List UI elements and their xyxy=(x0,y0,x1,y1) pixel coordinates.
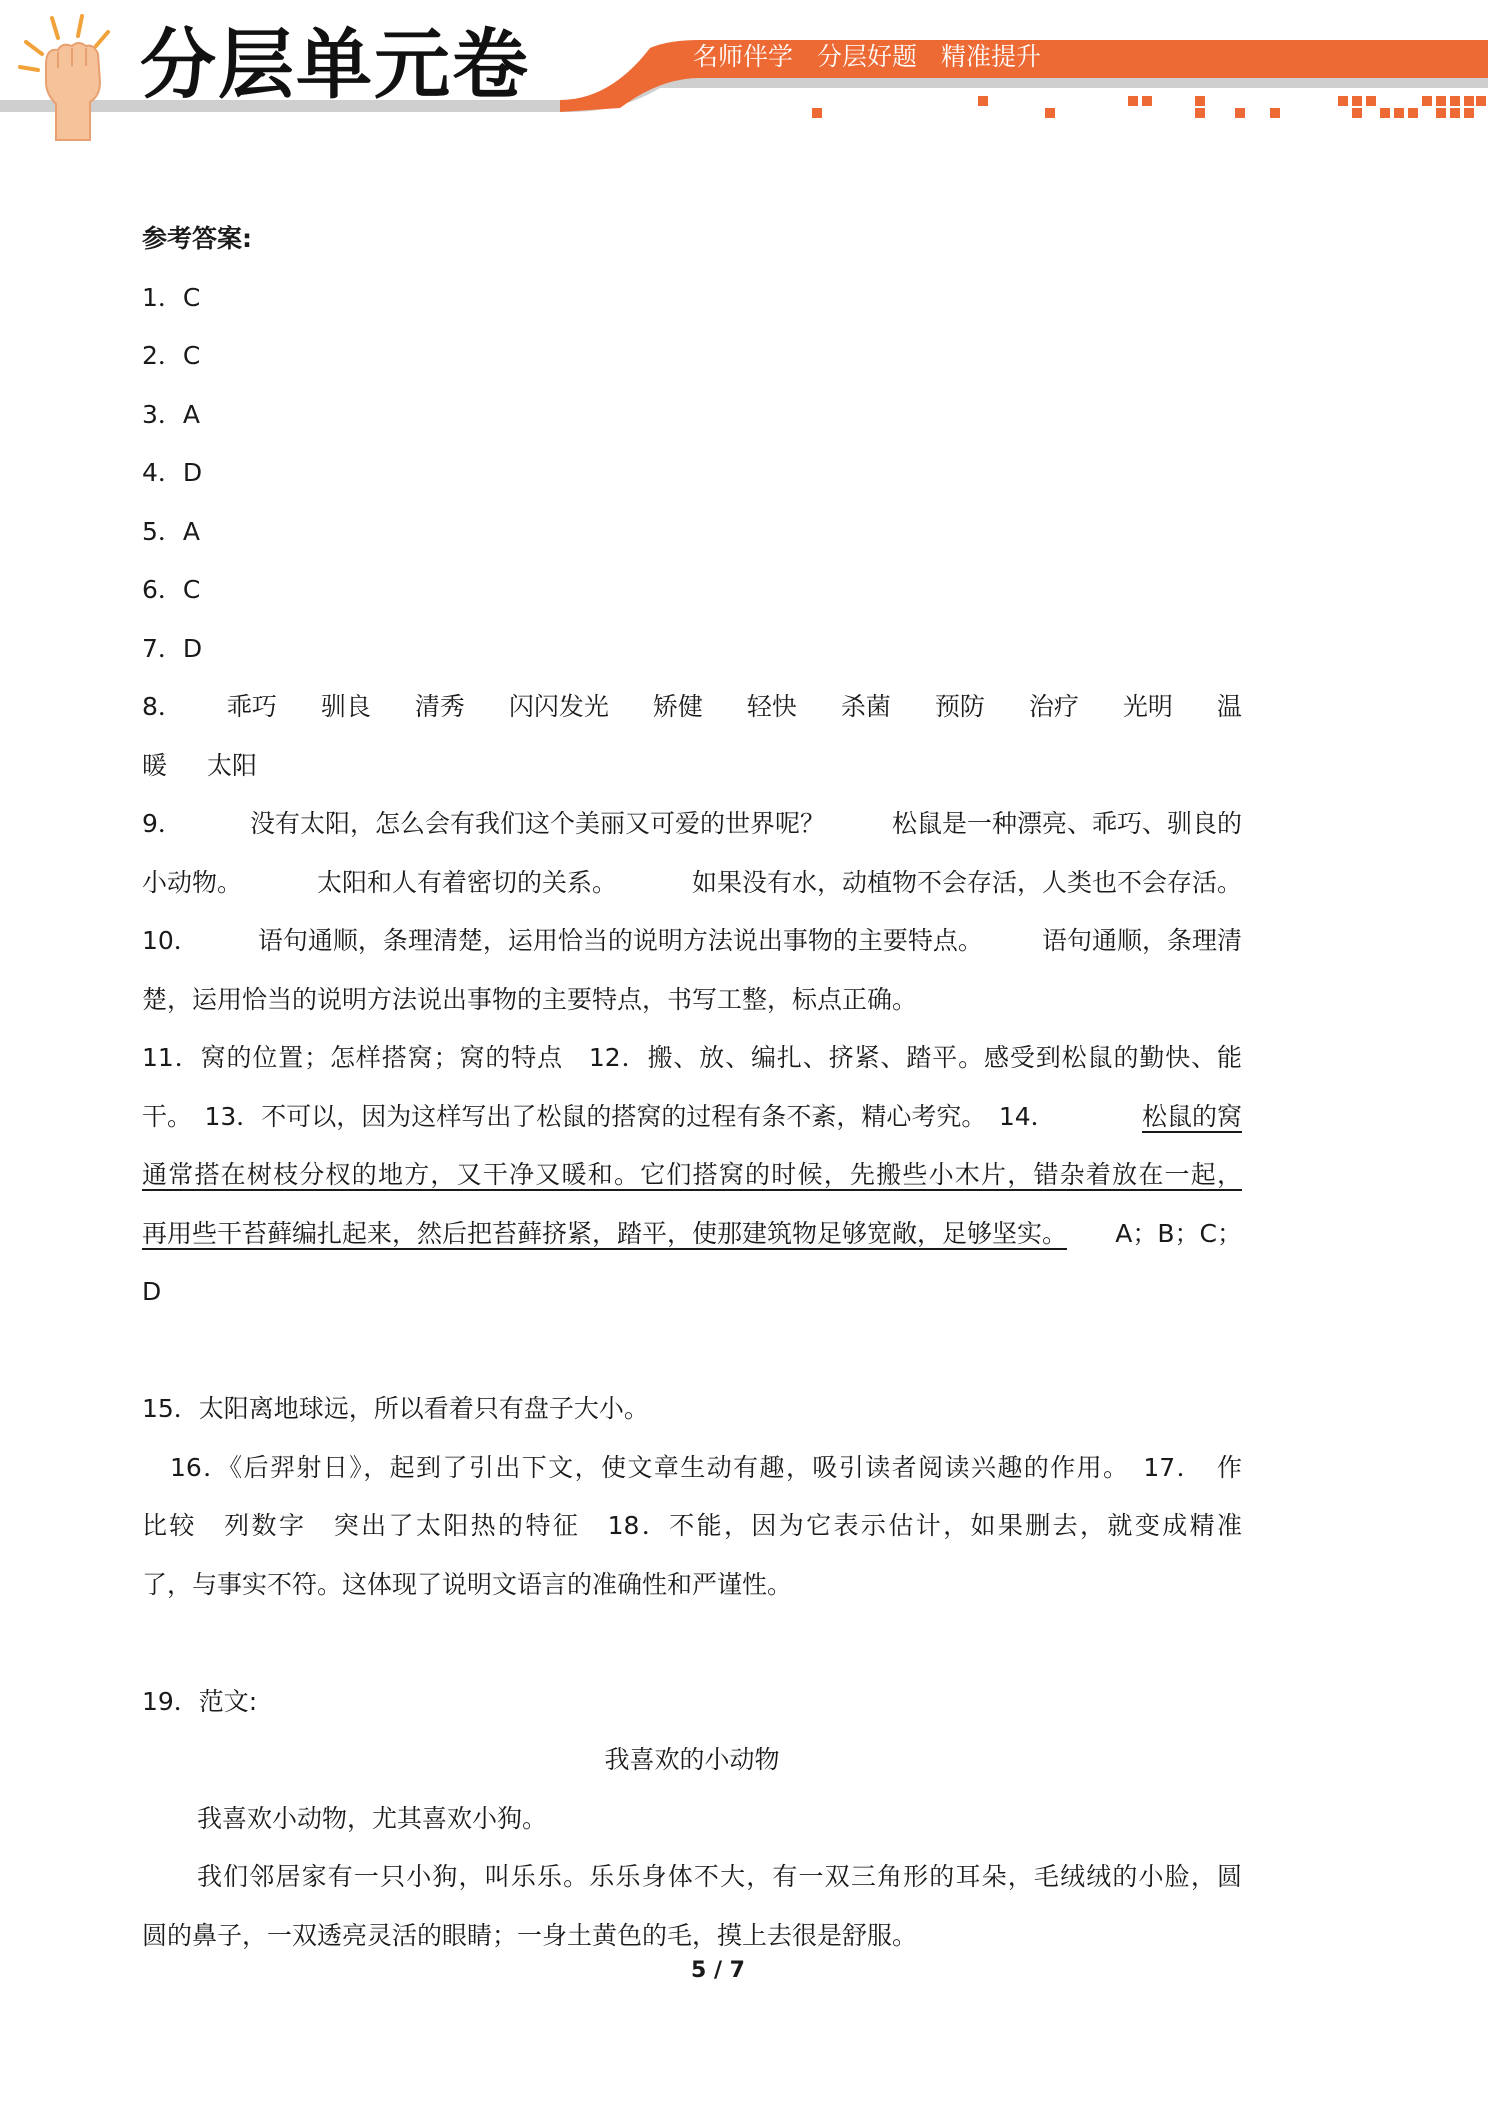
answer-8-word: 治疗 xyxy=(1028,692,1079,721)
answer-16-line-1: 16．《后羿射日》，起到了引出下文，使文章生动有趣，吸引读者阅读兴趣的作用。 17． 作 xyxy=(170,1452,1242,1482)
slogan-2: 分层好题 xyxy=(817,42,918,71)
answer-14-underlined: 再用些干苔藓编扎起来，然后把苔藓挤紧，踏平，使那建筑物足够宽敞，足够坚实。 xyxy=(142,1218,1068,1248)
answer-10-num: 10． xyxy=(142,926,199,955)
answer-9-part: 太阳和人有着密切的关系。 xyxy=(316,867,617,897)
answer-11-text: A；B；C； xyxy=(1115,1218,1242,1248)
answer-8-word: 暖 xyxy=(142,750,168,780)
answer-4: 4．D xyxy=(142,458,203,487)
answer-8-line-1 xyxy=(142,678,1242,737)
answer-8-word: 驯良 xyxy=(320,692,371,721)
answer-8-word: 乖巧 xyxy=(226,692,277,721)
answers-heading: 参考答案: xyxy=(142,224,252,253)
answer-14-underlined-line: 通常搭在树枝分杈的地方，又干净又暖和。它们搭窝的时候，先搬些小木片，错杂着放在一起， xyxy=(142,1160,1242,1189)
answer-8-num: 8． xyxy=(142,692,183,721)
answer-11-text: 干。 13．不可以，因为这样写出了松鼠的搭窝的过程有条不紊，精心考究。 14． xyxy=(142,1101,1056,1131)
answer-8-word: 矫健 xyxy=(652,692,703,721)
answer-9-line-2 xyxy=(142,854,1242,913)
answer-1: 1．C xyxy=(142,282,201,312)
answer-8-word: 轻快 xyxy=(746,692,797,721)
answer-8-line-2 xyxy=(142,737,1242,796)
answer-9-part: 如果没有水，动植物不会存活，人类也不会存活。 xyxy=(691,867,1242,897)
answer-8-word: 预防 xyxy=(934,692,985,721)
answer-8-word: 温 xyxy=(1216,692,1242,721)
answer-10-line-2: 楚，运用恰当的说明方法说出事物的主要特点，书写工整，标点正确。 xyxy=(142,984,918,1014)
page-header xyxy=(0,0,1488,130)
answer-10-line-1 xyxy=(142,912,1242,971)
page-number: 5 / 7 xyxy=(691,1958,745,1983)
answer-16-line-3: 了，与事实不符。这体现了说明文语言的准确性和严谨性。 xyxy=(142,1569,793,1599)
answer-8-word: 清秀 xyxy=(414,692,465,721)
essay-paragraph-2-line-1: 我们邻居家有一只小狗，叫乐乐。乐乐身体不大，有一双三角形的耳朵，毛绒绒的小脸，圆 xyxy=(197,1862,1242,1891)
answer-14-underlined: 松鼠的窝 xyxy=(1141,1101,1242,1131)
raised-fist-icon xyxy=(12,12,132,142)
answer-8-word: 杀菌 xyxy=(840,692,891,721)
essay-paragraph-1: 我喜欢小动物，尤其喜欢小狗。 xyxy=(197,1803,548,1833)
brand-title: 分层单元卷 xyxy=(140,20,530,109)
answer-19-label: 19．范文: xyxy=(142,1686,258,1716)
answer-11-line-2 xyxy=(142,1088,1242,1147)
answer-15: 15．太阳离地球远，所以看着只有盘子大小。 xyxy=(142,1394,649,1423)
slogan-3: 精准提升 xyxy=(941,42,1042,71)
answer-9-part: 没有太阳，怎么会有我们这个美丽又可爱的世界呢？ xyxy=(249,809,825,838)
answer-10-part: 语句通顺，条理清 xyxy=(1041,926,1242,955)
essay-title: 我喜欢的小动物 xyxy=(604,1745,780,1774)
answer-11-line-1: 11．窝的位置；怎样搭窝；窝的特点 12．搬、放、编扎、挤紧、踏平。感受到松鼠的勤快、能 xyxy=(142,1043,1242,1072)
answer-10-part: 语句通顺，条理清楚，运用恰当的说明方法说出事物的主要特点。 xyxy=(257,926,983,955)
answer-7: 7．D xyxy=(142,633,203,663)
answer-8-word: 闪闪发光 xyxy=(508,692,609,721)
answer-5: 5．A xyxy=(142,516,201,546)
answer-8-word: 太阳 xyxy=(207,750,258,780)
answer-9-part: 松鼠是一种漂亮、乖巧、驯良的 xyxy=(891,809,1242,838)
answer-9-line-1 xyxy=(142,795,1242,854)
answer-3: 3．A xyxy=(142,399,201,429)
slogan-1: 名师伴学 xyxy=(693,42,794,71)
answer-9-part: 小动物。 xyxy=(142,867,243,897)
answer-9-num: 9． xyxy=(142,809,183,838)
answer-11-line-4 xyxy=(142,1205,1242,1264)
header-slogan xyxy=(693,40,1065,74)
answer-2: 2．C xyxy=(142,341,201,370)
answer-6: 6．C xyxy=(142,575,201,604)
answer-11-line-5: D xyxy=(142,1277,162,1306)
answer-section xyxy=(142,210,1242,1965)
answer-8-word: 光明 xyxy=(1122,692,1173,721)
answer-16-line-2: 比较 列数字 突出了太阳热的特征 18．不能，因为它表示估计，如果删去，就变成精准 xyxy=(142,1511,1242,1540)
essay-paragraph-2-line-2: 圆的鼻子，一双透亮灵活的眼睛；一身土黄色的毛，摸上去很是舒服。 xyxy=(142,1920,918,1950)
